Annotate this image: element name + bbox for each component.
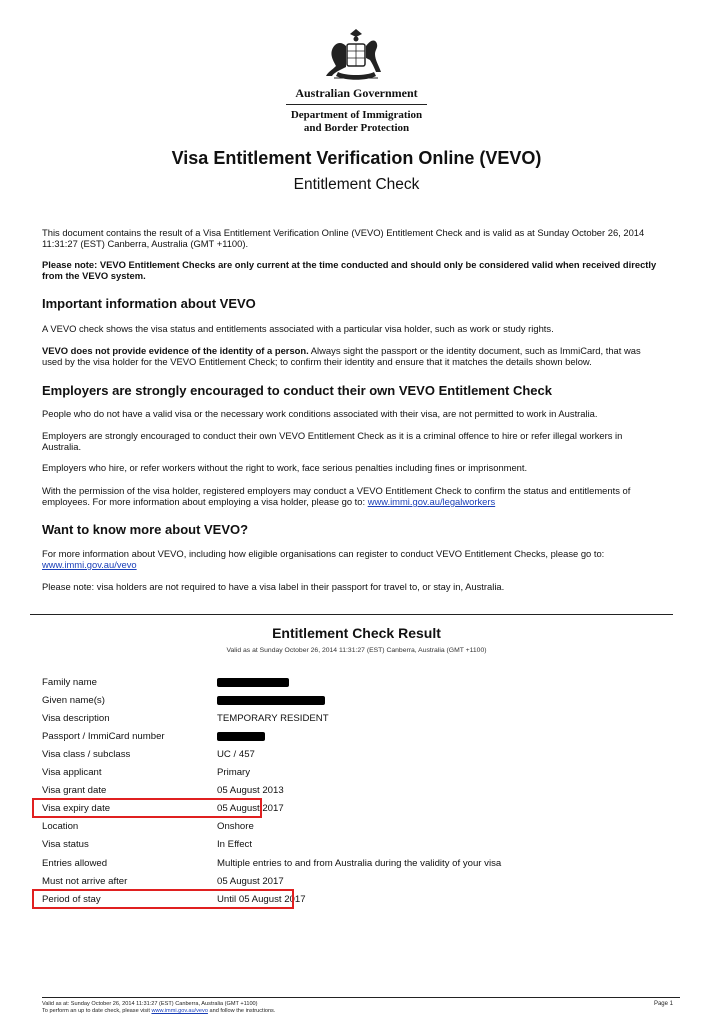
result-row-label: Must not arrive after: [42, 876, 128, 887]
document-title: Visa Entitlement Verification Online (VEVO): [171, 148, 542, 168]
result-row: [42, 785, 662, 799]
result-row: [42, 839, 662, 853]
result-row-value: In Effect: [217, 839, 253, 850]
result-row: [42, 821, 662, 835]
result-row-value: Onshore: [217, 821, 254, 832]
result-row-value: Multiple entries to and from Australia during the validity of your visa: [217, 858, 502, 869]
footer-instructions-post: and follow the instructions.: [207, 1008, 276, 1014]
redacted-value: [217, 731, 265, 742]
document-subtitle: Entitlement Check: [293, 176, 420, 193]
result-row-label: Location: [42, 821, 79, 832]
result-row-value: 05 August 2017: [217, 803, 284, 814]
redaction-block: [217, 678, 289, 687]
employers-paragraph-2: Employers are strongly encouraged to conduct their own VEVO Entitlement Check as it is a criminal offence to hire or refer illegal workers in Australia.: [42, 430, 623, 452]
highlight-box: [32, 889, 294, 909]
government-name: Australian Government: [295, 86, 418, 100]
footer-rule: [42, 997, 680, 998]
intro-note: Please note: VEVO Entitlement Checks are only current at the time conducted and should only be considered valid when received directly from the VEVO system.: [42, 259, 657, 281]
result-row: [42, 731, 662, 745]
footer-valid-as-at: Valid as at: Sunday October 26, 2014 11:31:27 (EST) Canberra, Australia (GMT +1100): [42, 1001, 258, 1007]
vevo-link-line: [42, 559, 662, 570]
result-row-label: Visa applicant: [42, 767, 102, 778]
coat-of-arms-icon: [316, 28, 396, 86]
employers-paragraph-4-text: With the permission of the visa holder, registered employers may conduct a VEVO Entitlement Check to confirm the status and entitlements of employees. For more information about employing a visa holder, please go to:: [42, 485, 631, 507]
redaction-block: [217, 732, 265, 741]
intro-paragraph: This document contains the result of a Visa Entitlement Verification Online (VEVO) Entitlement Check and is valid as at Sunday October 26, 2014 11:31:27 (EST) Canberra, Australia (GMT +1100).: [42, 227, 645, 249]
redacted-value: [217, 677, 289, 688]
legalworkers-link[interactable]: www.immi.gov.au/legalworkers: [367, 496, 496, 507]
result-row: [42, 695, 662, 709]
result-valid-as-at: Valid as at Sunday October 26, 2014 11:31:27 (EST) Canberra, Australia (GMT +1100): [226, 647, 487, 654]
department-name-line2: and Border Protection: [303, 122, 410, 134]
header-rule: [286, 104, 427, 105]
result-row-label: Visa expiry date: [42, 803, 111, 814]
identity-warning: VEVO does not provide evidence of the identity of a person.: [42, 345, 309, 356]
heading-employers: Employers are strongly encouraged to conduct their own VEVO Entitlement Check: [42, 383, 552, 398]
more-paragraph-2: Please note: visa holders are not required to have a visa label in their passport for travel to, or stay in, Australia.: [42, 581, 505, 592]
footer-instructions-pre: To perform an up to date check, please visit: [42, 1008, 152, 1014]
result-row-value: 05 August 2013: [217, 785, 284, 796]
result-row-label: Visa status: [42, 839, 89, 850]
redaction-block: [217, 696, 325, 705]
highlight-box: [32, 798, 262, 818]
page-number: Page 1: [653, 1001, 673, 1007]
footer-vevo-link[interactable]: www.immi.gov.au/vevo: [151, 1008, 208, 1014]
result-row: [42, 767, 662, 781]
identity-warning-detail: Always sight the passport or the identity document, such as ImmiCard, that was used by the visa holder for the VEVO Entitlement Check; to confirm their identity and ensure that it matches the details shown below.: [42, 345, 641, 367]
vevo-link[interactable]: www.immi.gov.au/vevo: [42, 559, 137, 570]
result-row-label: Passport / ImmiCard number: [42, 731, 165, 742]
result-row-label: Visa description: [42, 713, 110, 724]
result-row: [42, 858, 662, 872]
department-name-line1: Department of Immigration: [290, 109, 423, 121]
result-row-label: Visa grant date: [42, 785, 107, 796]
redacted-value: [217, 695, 325, 706]
result-row-value: Until 05 August 2017: [217, 894, 306, 905]
result-row: [42, 713, 662, 727]
important-paragraph-1: A VEVO check shows the visa status and entitlements associated with a particular visa holder, such as work or study rights.: [42, 323, 554, 334]
result-row: [42, 677, 662, 691]
result-row-value: TEMPORARY RESIDENT: [217, 713, 329, 724]
heading-important-information: Important information about VEVO: [42, 296, 256, 311]
result-row-label: Period of stay: [42, 894, 101, 905]
more-paragraph-1: For more information about VEVO, including how eligible organisations can register to conduct VEVO Entitlement Checks, please go to:: [42, 548, 605, 559]
footer-instructions: [42, 1008, 275, 1014]
heading-more-about-vevo: Want to know more about VEVO?: [42, 522, 249, 537]
result-row-label: Entries allowed: [42, 858, 108, 869]
result-row-label: Given name(s): [42, 695, 105, 706]
result-row-label: Visa class / subclass: [42, 749, 131, 760]
result-row-label: Family name: [42, 677, 97, 688]
result-row: [42, 876, 662, 890]
result-row-value: Primary: [217, 767, 251, 778]
employers-paragraph-4: [42, 485, 662, 507]
important-paragraph-2: [42, 345, 662, 367]
section-divider: [30, 614, 673, 615]
result-row-value: 05 August 2017: [217, 876, 284, 887]
result-row: [42, 749, 662, 763]
employers-paragraph-3: Employers who hire, or refer workers without the right to work, face serious penalties including fines or imprisonment.: [42, 462, 528, 473]
result-title: Entitlement Check Result: [272, 625, 441, 641]
employers-paragraph-1: People who do not have a valid visa or the necessary work conditions associated with their visa, are not permitted to work in Australia.: [42, 408, 598, 419]
result-row-value: UC / 457: [217, 749, 255, 760]
